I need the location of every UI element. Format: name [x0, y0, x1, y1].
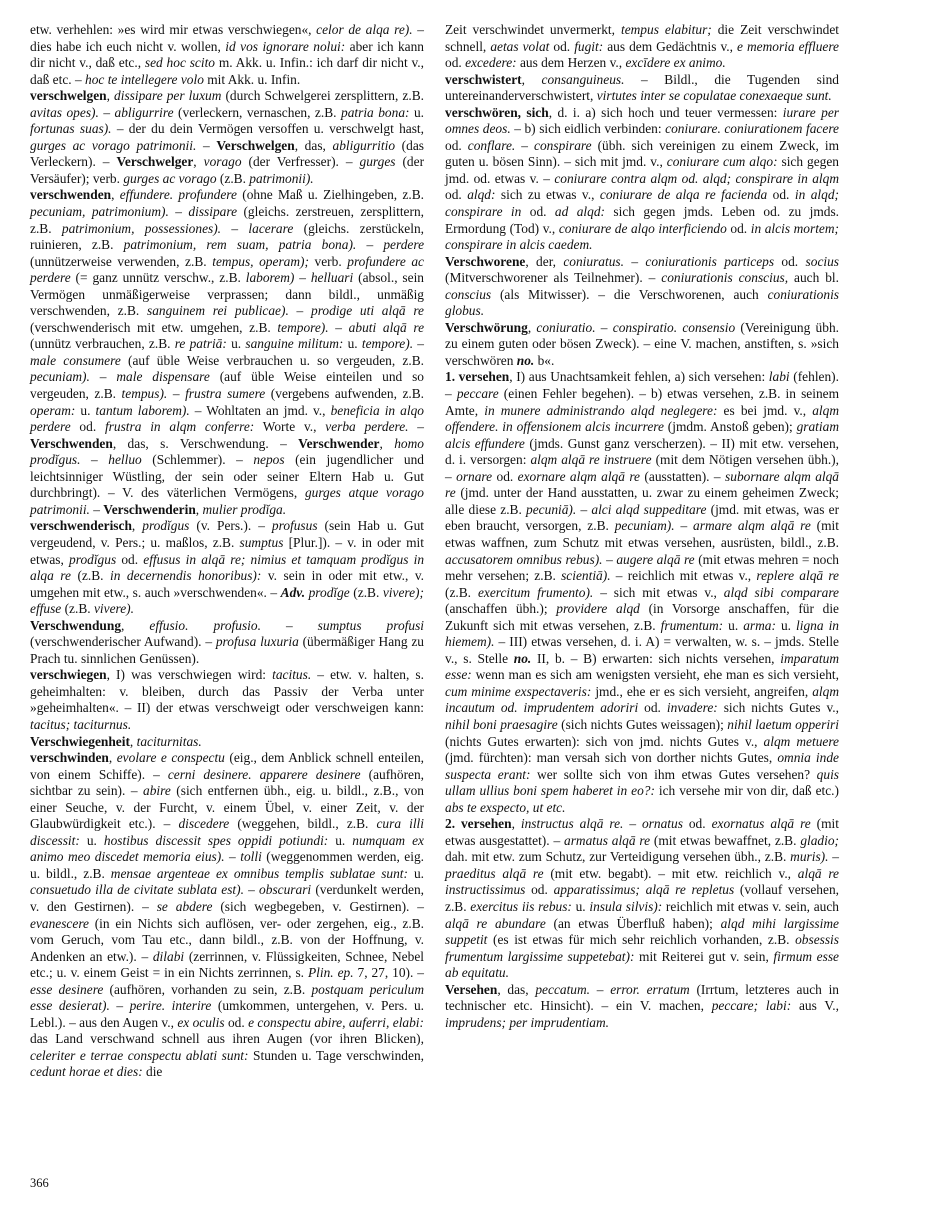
entry-paragraph: 2. versehen, instructus alqā re. – ornatus od. exornatus alqā re (mit etwas ausgestattet). – armatus alqā re (mit etwas bewaffnet, z.B. gladio; dah. mit etw. zum Schutz, zur Verteidigung versehen übh., z.B. muris). – praeditus alqā re (mit etw. begabt). – mit etw. reichlich v., alqā re instructissimus od. apparatissimus; alqā re repletus (vollauf versehen, z.B. exercitus iis rebus: u. insula silvis): reichlich mit etwas v. sein, auch alqā re abundare (an etwas Überfluß haben); alqd mihi largissime suppetit (es ist etwas für mich sehr reichlich vorhanden, z.B. obsessis frumentum largissime suppetebat): mit Reiterei gut v. sein, firmum esse ab equitatu.	[445, 816, 840, 981]
entry-paragraph: Verschworene, der, coniuratus. – coniurationis particeps od. socius (Mitverschworener als Teilnehmer). – coniurationis conscius, auch bl. conscius (als Mitwisser). – die Verschworenen, auch coniurationis globus.	[445, 253, 840, 319]
right-column	[445, 22, 839, 1031]
entry-paragraph: Verschwiegenheit, taciturnitas.	[30, 733, 202, 749]
entry-paragraph: verschwinden, evolare e conspectu (eig., dem Anblick schnell enteilen, von einem Schiffe). – cerni desinere. apparere desinere (aufhören, sichtbar zu sein). – abire (sich entfernen übh., eig. u. bildl., z.B., von einer Seuche, v. der Furcht, v. einem Übel, v. einer Zeit, v. der Glaubwürdigkeit etc.). – discedere (weggehen, bildl., z.B. cura illi discessit: u. hostibus discessit spes oppidi potiundi: u. numquam ex animo meo discedet memoria eius). – tolli (weggenommen werden, eig. u. bildl., z.B. mensae argenteae ex omnibus templis sublatae sunt: u. consuetudo illa de civitate sublata est). – obscurari (verdunkelt werden, v. den Gestirnen). – se abdere (sich wegbegeben, v. Gestirnen). – evanescere (in ein Nichts sich auflösen, ver- oder zergehen, eig., z.B. vom Geruch, vom Tau etc., dann bildl., z.B. von der Hoffnung, v. Andenken an etw.). – dilabi (zerrinnen, v. Flüssigkeiten, Schnee, Nebel etc.; u. v. einem Geist = in ein Nichts zerrinnen, s. Plin. ep. 7, 27, 10). – esse desinere (aufhören, vorhanden zu sein, z.B. postquam periculum esse desierat). – perire. interire (umkommen, untergehen, v. Pers. u. Lebl.). – aus den Augen v., ex oculis od. e conspectu abire, auferri, elabi: das Land verschwand schnell aus ihren Augen (vor ihren Blicken), celeriter e terrae conspectu ablati sunt: Stunden u. Tage verschwinden, cedunt horae et dies: die	[30, 750, 425, 1080]
entry-paragraph: Zeit verschwindet unvermerkt, tempus elabitur; die Zeit verschwindet schnell, aetas volat od. fugit: aus dem Gedächtnis v., e memoria effluere od. excedere: aus dem Herzen v., excīdere ex animo.	[445, 22, 840, 71]
entry-paragraph: 1. versehen, I) aus Unachtsamkeit fehlen, a) sich versehen: labi (fehlen). – peccare (einen Fehler begehen). – b) etwas versehen, z.B. in seinem Amte, in munere administrando alqd neglegere: es bei jmd. v., alqm offendere. in offensionem alcis incurrere (jmdm. Anstoß geben); gratiam alcis effundere (jmds. Gunst ganz verscherzen). – II) mit etw. versehen, d. i. versorgen: alqm alqā re instruere (mit dem Nötigen versehen übh.), – ornare od. exornare alqm alqā re (ausstatten). – subornare alqm alqā re (jmd. unter der Hand ausstatten, u. zwar zu einem geheimen Zweck; alle diese z.B. pecuniā). – alci alqd suppeditare (jmd. mit etwas, was er eben braucht, versorgen, z.B. pecuniam). – armare alqm alqā re (mit etwas waffnen, zum Schutz mit etwas versehen, ausrüsten, bildl., z.B. accusatorem omnibus rebus). – augere alqā re (mit etwas mehren = noch mehr versehen; z.B. scientiā). – reichlich mit etwas v., replere alqā re (z.B. exercitum frumento). – sich mit etwas v., alqd sibi comparare (anschaffen übh.); providere alqd (in Vorsorge anschaffen, für die Zukunft sich mit etwas versehen, z.B. frumentum: u. arma: u. ligna in hiemem). – III) etwas versehen, d. i. A) = verwalten, w. s. – jmds. Stelle v., s. Stelle no. II, b. – B) erwarten: sich nichts versehen, imparatum esse: wenn man es sich am wenigsten versieht, ehe man es sich versieht, cum minime exspectaveris: jmd., ehe er es sich versieht, angreifen, alqm incautum od. imprudentem adoriri od. invadere: sich nichts Gutes v., nihil boni praesagire (sich nichts Gutes weissagen); nihil laetum opperiri (nichts Gutes erwarten): sich von jmd. nichts Gutes v., alqm metuere (jmd. fürchten): man versah sich von dorther nichts Gutes, omnia inde suspecta erant: wer sollte sich von ihm etwas Gutes versehen? quis ullam ullius boni spem haberet in eo?: ich versehe mir von dir, daß etc.) abs te exspecto, ut etc.	[445, 369, 840, 815]
entry-paragraph: verschwistert, consanguineus. – Bildl., die Tugenden sind untereinanderverschwistert, virtutes inter se copulatae conexaeque sunt.	[445, 71, 839, 104]
entry-paragraph: verschwören, sich, d. i. a) sich hoch und teuer vermessen: iurare per omnes deos. – b) sich eidlich verbinden: coniurare. coniurationem facere od. conflare. – conspirare (übh. sich vereinigen zu einem Zweck, im guten u. bösen Sinn). – sich mit jmd. v., coniurare cum alqo: sich gegen jmd. od. etwas v. – coniurare contra alqm od. alqd; conspirare in alqm od. alqd: sich zu etwas v., coniurare de alqa re facienda od. in alqd; conspirare in od. ad alqd: sich gegen jmds. Leben od. zu jmds. Ermordung (Tod) v., coniurare de alqo interficiendo od. in alcis mortem; conspirare in alcis caedem.	[445, 104, 840, 253]
left-column	[30, 22, 424, 1081]
entry-paragraph: etw. verhehlen: »es wird mir etwas verschwiegen«, celor de alqa re). – dies habe ich euch nicht v. wollen, id vos ignorare nolui: aber ich kann dir nicht v., daß etc., sed hoc scito m. Akk. u. Infin.: ich darf dir nicht v., daß etc. – hoc te intellegere volo mit Akk. u. Infin.	[30, 22, 424, 87]
entry-paragraph: Verschwörung, coniuratio. – conspiratio. consensio (Vereinigung übh. zu einem guten oder bösen Zweck). – eine V. machen, anstiften, s. »sich verschwören no. b«.	[445, 319, 839, 368]
entry-paragraph: Verschwendung, effusio. profusio. – sumptus profusi (verschwenderischer Aufwand). – profusa luxuria (übermäßiger Hang zu Prach tu. sinnlichen Genüssen).	[30, 617, 425, 666]
entry-paragraph: verschwelgen, dissipare per luxum (durch Schwelgerei zersplittern, z.B. avitas opes). – abligurrire (verleckern, vernaschen, z.B. patria bona: u. fortunas suas). – der du dein Vermögen versoffen u. verschwelgt hast, gurges ac vorago patrimonii. – Verschwelgen, das, abligurritio (das Verleckern). – Verschwelger, vorago (der Verfresser). – gurges (der Versäufer); verb. gurges ac vorago (z.B. patrimonii).	[30, 88, 425, 186]
entry-paragraph: verschwenderisch, prodĭgus (v. Pers.). – profusus (sein Hab u. Gut vergeudend, v. Pers.; u. maßlos, z.B. sumptus [Plur.]). – v. in oder mit etwas, prodĭgus od. effusus in alqā re; nimius et tamquam prodĭgus in alqa re (z.B. in decernendis honoribus): v. sein in oder mit etw., v. umgehen mit etw., s. auch »verschwenden«. – Adv. prodĭge (z.B. vivere); effuse (z.B. vivere).	[30, 518, 425, 617]
entry-paragraph: verschwiegen, I) was verschwiegen wird: tacitus. – etw. v. halten, s. geheimhalten: v. bleiben, durch das Passiv der Verba unter »geheimhalten«. – II) der etwas verschweigt oder verschweigen kann: tacitus; taciturnus.	[30, 667, 424, 732]
entry-paragraph: Versehen, das, peccatum. – error. erratum (Irrtum, letzteres auch in technischer etc. Hinsicht). – ein V. machen, peccare; labi: aus V., imprudens; per imprudentiam.	[445, 981, 839, 1030]
page-number: 366	[30, 1176, 49, 1190]
entry-paragraph: verschwenden, effundere. profundere (ohne Maß u. Zielhingeben, z.B. pecuniam, patrimonium). – dissipare (gleichs. zerstreuen, zersplittern, z.B. patrimonium, possessiones). – lacerare (gleichs. zerstückeln, ruinieren, z.B. patrimonium, rem suam, patria bona). – perdere (unnützerweise verwenden, z.B. tempus, operam); verb. profundere ac perdere (= ganz unnütz verschw., z.B. laborem) – helluari (absol., sein Vermögen unmäßigerweise verprassen; dann bildl., unmäßig verschwenden, z.B. sanguinem rei publicae). – prodige uti alqā re (verschwenderisch mit etw. umgehen, z.B. tempore). – abuti alqā re (unnütz verbrauchen, z.B. re patriā: u. sanguine militum: u. tempore). – male consumere (auf üble Weise verbrauchen u. so vergeuden, z.B. pecuniam). – male dispensare (auf üble Weise einteilen und so vergeuden, z.B. tempus). – frustra sumere (vergebens aufwenden, z.B. operam: u. tantum laborem). – Wohltaten an jmd. v., beneficia in alqo perdere od. frustra in alqm conferre: Worte v., verba perdere. – Verschwenden, das, s. Verschwendung. – Verschwender, homo prodĭgus. – helluo (Schlemmer). – nepos (ein jugendlicher und leichtsinniger Wüstling, der sein oder seiner Eltern Hab u. Gut durchbringt). – V. des väterlichen Vermögens, gurges atque vorago patrimonii. – Verschwenderin, mulier prodĭga.	[30, 187, 425, 517]
